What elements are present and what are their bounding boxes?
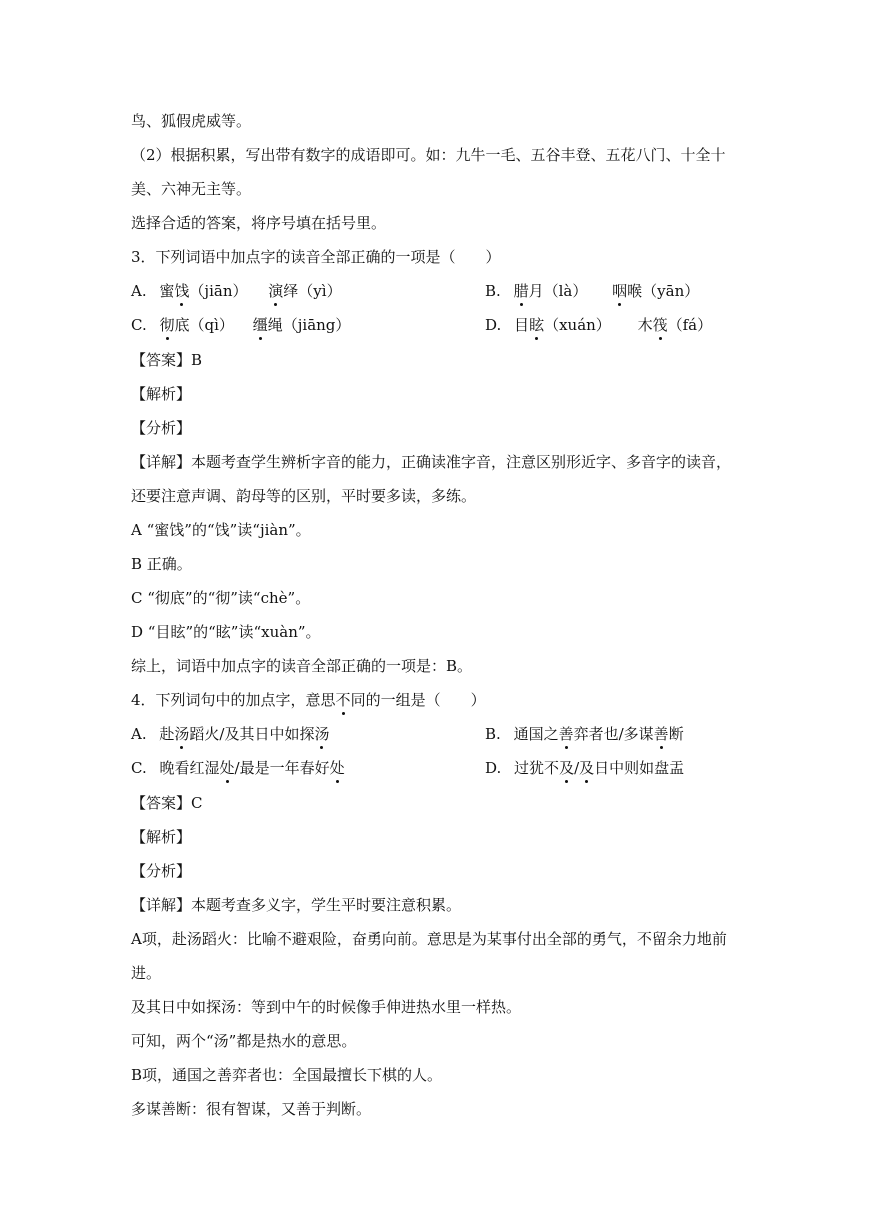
question-4-stem <box>131 690 486 710</box>
word-char: 底 <box>174 316 190 334</box>
dotted-char: 饯 <box>174 282 190 300</box>
dotted-char: 及 <box>559 759 575 777</box>
explanation-line: A “蜜饯”的“饯”读“jiàn”。 <box>131 521 311 539</box>
summary-line: 综上，词语中加点字的读音全部正确的一项是：B。 <box>131 657 473 675</box>
option-text: / <box>574 759 580 777</box>
answer-label: 【答案】C <box>131 794 203 812</box>
explanation-line: 多谋善断：很有智谋，又善于判断。 <box>131 1100 372 1118</box>
option-label: A. <box>131 282 147 300</box>
dotted-char: 不 <box>335 691 351 709</box>
word-char: 木 <box>637 316 653 334</box>
word-char: 喉 <box>627 282 643 300</box>
pinyin: （fá） <box>667 316 713 334</box>
q4-option-c <box>131 758 345 778</box>
explanation-line: 及其日中如探汤：等到中午的时候像手伸进热水里一样热。 <box>131 998 522 1016</box>
dotted-char: 腊 <box>513 282 529 300</box>
stem-text: 同的一组是（ ） <box>350 691 486 709</box>
detail-text: 【详解】本题考查多义字，学生平时要注意积累。 <box>131 896 462 914</box>
pinyin: （yān） <box>642 282 700 300</box>
option-text: 晚看红湿 <box>159 759 220 777</box>
detail-text: 还要注意声调、韵母等的区别，平时要多读，多练。 <box>131 487 477 505</box>
q3-option-a <box>131 281 342 301</box>
dotted-char: 处 <box>329 759 345 777</box>
option-label: D. <box>485 316 502 334</box>
dotted-char: 汤 <box>174 725 190 743</box>
explanation-line: 进。 <box>131 964 162 982</box>
explanation-line: B 正确。 <box>131 555 192 573</box>
text-line: 鸟、狐假虎威等。 <box>131 112 252 130</box>
dotted-char: 眩 <box>529 316 545 334</box>
option-text: 蹈火/及其日中如探 <box>189 725 315 743</box>
option-label: D. <box>485 759 502 777</box>
word-char: 目 <box>514 316 530 334</box>
option-label: C. <box>131 316 147 334</box>
question-3-stem: 3．下列词语中加点字的读音全部正确的一项是（ ） <box>131 248 501 266</box>
option-label: C. <box>131 759 147 777</box>
pinyin: （là） <box>543 282 588 300</box>
q3-option-b <box>485 281 699 301</box>
explanation-line: A项，赴汤蹈火：比喻不避艰险，奋勇向前。意思是为某事付出全部的勇气，不留余力地前 <box>131 930 727 948</box>
q4-option-a <box>131 724 330 744</box>
answer-label: 【答案】B <box>131 351 203 369</box>
option-text: /最是一年春好 <box>234 759 330 777</box>
text-line: 选择合适的答案，将序号填在括号里。 <box>131 214 387 232</box>
option-text: 弈者也/多谋 <box>573 725 654 743</box>
option-label: B. <box>485 725 501 743</box>
detail-text: 【详解】本题考查学生辨析字音的能力，正确读准字音，注意区别形近字、多音字的读音， <box>131 453 732 471</box>
explanation-line: C “彻底”的“彻”读“chè”。 <box>131 589 311 607</box>
dotted-char: 筏 <box>652 316 668 334</box>
option-label: A. <box>131 725 147 743</box>
explanation-line: D “目眩”的“眩”读“xuàn”。 <box>131 623 321 641</box>
option-text: 赴 <box>159 725 175 743</box>
option-text: 过犹不 <box>514 759 560 777</box>
analysis-heading: 【解析】 <box>131 828 192 846</box>
pinyin: （jiān） <box>189 282 248 300</box>
text-line: 美、六神无主等。 <box>131 180 252 198</box>
dotted-char: 咽 <box>612 282 628 300</box>
option-text: 日中则如盘盂 <box>594 759 685 777</box>
dotted-char: 及 <box>579 759 595 777</box>
dotted-char: 善 <box>653 725 669 743</box>
q3-option-d <box>485 315 712 335</box>
pinyin: （jiāng） <box>282 316 351 334</box>
word-char: 绳 <box>267 316 283 334</box>
text-line: （2）根据积累，写出带有数字的成语即可。如：九牛一毛、五谷丰登、五花八门、十全十 <box>131 146 726 164</box>
pinyin: （yì） <box>298 282 342 300</box>
q4-option-b <box>485 724 684 744</box>
dotted-char: 彻 <box>159 316 175 334</box>
option-text: 断 <box>668 725 684 743</box>
analysis-subheading: 【分析】 <box>131 862 192 880</box>
word-char: 绎 <box>283 282 299 300</box>
pinyin: （xuán） <box>544 316 611 334</box>
option-label: B. <box>485 282 501 300</box>
dotted-char: 处 <box>219 759 235 777</box>
word-char: 月 <box>528 282 544 300</box>
option-text: 通国之 <box>513 725 559 743</box>
dotted-char: 缰 <box>252 316 268 334</box>
q4-option-d <box>485 758 684 778</box>
explanation-line: 可知，两个“汤”都是热水的意思。 <box>131 1032 357 1050</box>
dotted-char: 善 <box>558 725 574 743</box>
analysis-heading: 【解析】 <box>131 385 192 403</box>
dotted-char: 汤 <box>314 725 330 743</box>
pinyin: （qì） <box>189 316 234 334</box>
q3-option-c <box>131 315 350 335</box>
dotted-char: 演 <box>268 282 284 300</box>
stem-text: 4．下列词句中的加点字，意思 <box>131 691 336 709</box>
analysis-subheading: 【分析】 <box>131 419 192 437</box>
explanation-line: B项，通国之善弈者也：全国最擅长下棋的人。 <box>131 1066 443 1084</box>
word-char: 蜜 <box>159 282 175 300</box>
